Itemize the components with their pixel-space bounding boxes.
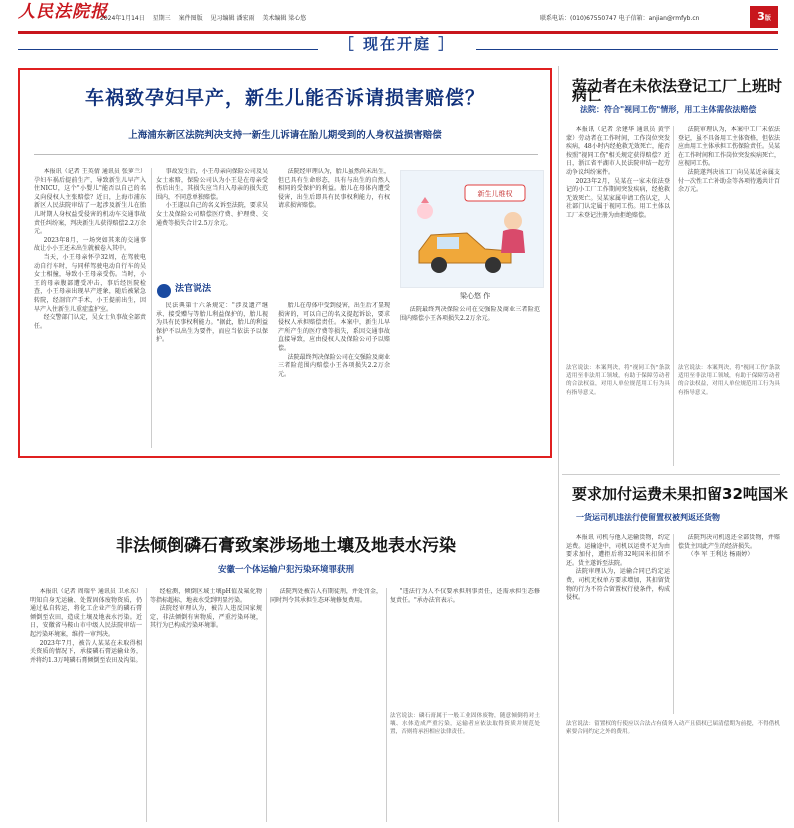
right-mid-column-1: [566, 534, 670, 714]
column-divider: [386, 588, 387, 822]
editor-credit: 见习编辑 潘宏雨: [210, 15, 255, 22]
column-divider: [146, 588, 147, 822]
illustration-caption: 新生儿维权: [477, 190, 513, 198]
designer-credit: 美术编辑 梁心悠: [262, 15, 307, 22]
column-divider: [151, 168, 152, 448]
feature-rule: [34, 154, 538, 155]
right-top-subheadline: 法院：符合"视同工伤"情形，用工主体需依法赔偿: [580, 105, 757, 114]
paragraph: 法院审理认为，本案中工厂未依法登记，虽不具备用工主体资格，但依法应由用工主体承担工伤保险责任。吴某在工作时间和工作岗位突发疾病死亡，应视同工伤。: [678, 126, 780, 168]
bottom-column-2: [150, 588, 262, 822]
paragraph: 2023年8月，一场突如其来的交通事故让小小王还未出生就被卷入其中。: [34, 236, 146, 253]
feature-illustration: [400, 170, 544, 288]
paragraph: 经交警部门认定，吴女士负事故全部责任。: [34, 314, 146, 330]
paragraph: 法院经审理认为，胎儿虽然尚未出生，但已具有生命形态，具有与出生的自然人相同的受保护的利益。胎儿在母体内遭受侵害，出生后即具有民事权利能力，有权请求损害赔偿。: [278, 168, 390, 210]
feature-headline: 车祸致孕妇早产，新生儿能否诉请损害赔偿？: [84, 87, 485, 109]
edition-name: 案件图版: [178, 15, 203, 22]
right-mid-judge-note: 法官说法：留置权的行使应以合法占有债务人动产且债权已届清偿期为前提，不得借机索要合同约定之外的费用。: [566, 721, 780, 736]
paragraph: 法院经审理认为，被告人违反国家规定，非法倾倒有害物质，严重污染环境，其行为已构成污染环境罪。: [150, 605, 262, 630]
paragraph: 本报讯（记者 余建华 通讯员 黄宇蒙）劳动者在工作时间，工作岗位突发疾病，48小时内经抢救无效死亡，能否按照"视同工伤"相关规定获得赔偿？近日，浙江省平湖市人民法院审结一起劳动争议纠纷案件。: [566, 126, 670, 176]
right-mid-headline: 要求加付运费未果扣留32吨国米: [572, 485, 788, 503]
badge-label: 法官说法: [175, 284, 212, 294]
feature-subheadline: 上海浦东新区法院判决支持一新生儿诉请在胎儿期受到的人身权益损害赔偿: [128, 130, 442, 141]
feature-law-column-1: [156, 302, 268, 448]
paragraph: 法院判处被告人有期徒刑，并处罚金，同时判令其承担生态环境修复费用。: [270, 588, 382, 604]
masthead-info: [100, 15, 312, 24]
badge-dot-icon: [157, 284, 171, 298]
page-number-badge: [750, 6, 778, 28]
paragraph: （李 军 王利达 杨雨婷）: [687, 551, 754, 559]
contact-email: 电子信箱：anjian@rmfyb.cn: [618, 15, 700, 22]
paragraph: 法院判决司机返还全部货物，并赔偿货主因此产生的经济损失。: [678, 534, 780, 550]
feature-law-column-2: [278, 302, 390, 448]
feature-column-2: [156, 168, 268, 282]
paragraph: 法院审理认为，运输合同已约定运费，司机无权单方要求增加，其扣留货物的行为不符合留置权行使条件，构成侵权。: [566, 568, 670, 602]
bottom-headline: 非法倾倒磷石膏致案涉场地土壤及地表水污染: [116, 536, 456, 556]
contact-phone: 联系电话：(010)67550747: [540, 15, 617, 22]
right-top-judge-note-2: 法官说法：本案判决，将"视同工伤"条款适用至非法用工领域，有助于保障劳动者的合法权益，对用人单位规范用工行为具有指导意义。: [566, 365, 670, 396]
issue-date: 2024年1月14日: [100, 15, 145, 22]
right-mid-subheadline: 一货运司机违法行使留置权被判返还货物: [576, 513, 720, 522]
article-divider: [562, 474, 780, 475]
issue-weekday: 星期三: [152, 15, 171, 22]
paragraph: 法院最终判决保险公司在交强险及商业三者险范围内赔偿小王各项损失2.2万余元。: [400, 306, 540, 322]
paragraph: 本报讯 司机与他人运输货物，约定运费。运输途中，司机以运费不足为由要求加付，遭拒后将32吨国米扣留不还。货主遂诉至法院。: [566, 534, 670, 567]
bottom-judge-note: 法官说法：磷石膏属于一般工业固体废物，随意倾倒将对土壤、水体造成严重污染，运输者应依法取得资质并规范处置，否则将承担相应法律责任。: [390, 713, 540, 736]
right-top-judge-note: 法官说法：本案判决，将"视同工伤"条款适用至非法用工领域，有助于保障劳动者的合法权益，对用人单位规范用工行为具有指导意义。: [678, 365, 780, 396]
judge-comment-badge: [157, 284, 233, 298]
paragraph: "违法行为人不仅要承担刑事责任，还需承担生态修复责任。"承办法官表示。: [390, 588, 540, 604]
right-top-column-2: [678, 126, 780, 358]
section-rule-right: [476, 49, 778, 50]
page-number: 3: [757, 10, 765, 23]
masthead-contact: [540, 15, 699, 24]
paragraph: 法院最终判决保险公司在交强险及商业三者险范围内赔偿小王各项损失2.2万余元。: [278, 353, 390, 378]
column-divider: [673, 126, 674, 466]
feature-column-1: [34, 168, 146, 448]
paragraph: 民法典第十六条规定："涉及遗产继承、接受赠与等胎儿利益保护的，胎儿视为具有民事权利能力。"据此，胎儿的利益保护不以出生为要件，而应当依法予以保护。: [156, 302, 268, 344]
page-divider: [558, 66, 559, 822]
page-suffix: 版: [764, 15, 771, 22]
column-divider: [673, 534, 674, 714]
right-top-column-1: [566, 126, 670, 358]
masthead-rule: [18, 31, 778, 34]
right-top-headline: 劳动者在未依法登记工厂上班时病亡: [572, 77, 783, 104]
paragraph: 本报讯（记者 王英倩 通讯员 张萝兰）孕妇车祸后提前生产，导致新生儿早产入住NICU，这个"小婴儿"能否以自己的名义向侵权人主张赔偿？近日，上海市浦东新区人民法院审结了一起涉及新生儿在胎儿时期人身权益受侵害的机动车交通事故责任纠纷案，判决新生儿获得赔偿2.2万余元。: [34, 168, 146, 236]
section-rule-left: [18, 49, 318, 50]
column-divider: [266, 588, 267, 822]
paragraph: 2023年7月，被告人某某在未取得相关资质的情况下，承接磷石膏运输业务，并将约1.3万吨磷石膏倾倒至农田及沟渠。: [30, 639, 142, 664]
paragraph: 胎儿在母体中受到侵害，出生后才显现损害的，可以自己的名义提起诉讼，要求侵权人承担赔偿责任。本案中，新生儿早产所产生的医疗费等损失，系因交通事故直接导致，应由侵权人及保险公司予以赔偿。: [278, 302, 390, 352]
paragraph: 经检测，倾倒区域土壤pH值及氟化物等指标超标，地表水受到明显污染。: [150, 588, 262, 604]
paragraph: 事故发生后，小王母亲向保险公司及吴女士索赔，保险公司认为小王是在母亲受伤后出生，其损失应当归入母亲的损失范围内，不同意单独赔偿。: [156, 168, 268, 201]
paragraph: 小王遂以自己的名义诉至法院，要求吴女士及保险公司赔偿医疗费、护理费、交通费等损失合计2.5万余元。: [156, 202, 268, 227]
right-mid-column-2: [678, 534, 780, 714]
paragraph: 当天，小王母亲怀孕32周，在驾驶电动自行车时，与同样驾驶电动自行车的吴女士相撞，导致小王母亲受伤。当时，小王的母亲腹部遭受冲击，事后经医院检查，小王母亲出现早产迹象，随后被紧急转院，经剖宫产手术，小王提前出生，因早产入住新生儿重症监护室。: [34, 253, 146, 313]
feature-column-3: [278, 168, 390, 282]
bottom-column-1: [30, 588, 142, 822]
masthead: [0, 0, 794, 36]
paragraph: 本报讯（记者 周瑞平 通讯员 卫永东）明知自身无运输、处置固体废物资质，仍通过私自转运，将化工企业产生的磷石膏倾倒至农田，造成土壤及地表水污染。近日，安徽省马鞍山市中级人民法院审结一起污染环境案，维持一审判决。: [30, 588, 142, 638]
car-crash-illustration: [401, 171, 543, 287]
feature-column-4: [400, 306, 540, 448]
paragraph: 法院遂判决该工厂向吴某近亲属支付一次性工亡补助金等各项待遇共计百余万元。: [678, 168, 780, 194]
bottom-subheadline: 安徽一个体运输户犯污染环境罪获刑: [217, 565, 354, 575]
bottom-column-4: [390, 588, 540, 708]
newspaper-logo: 人民法院报: [18, 2, 108, 22]
illustration-signature: 梁心悠 作: [460, 292, 491, 300]
bottom-column-3: [270, 588, 382, 822]
paragraph: 2023年2月，吴某在一家未依法登记的小工厂工作期间突发疾病，经抢救无效死亡。吴某家属申请工伤认定，人社部门认定属于视同工伤。用工主体以工厂未登记注册为由拒绝赔偿。: [566, 177, 670, 219]
feature-article: [18, 68, 552, 458]
section-title: ［ 现在开庭 ］: [338, 35, 456, 53]
